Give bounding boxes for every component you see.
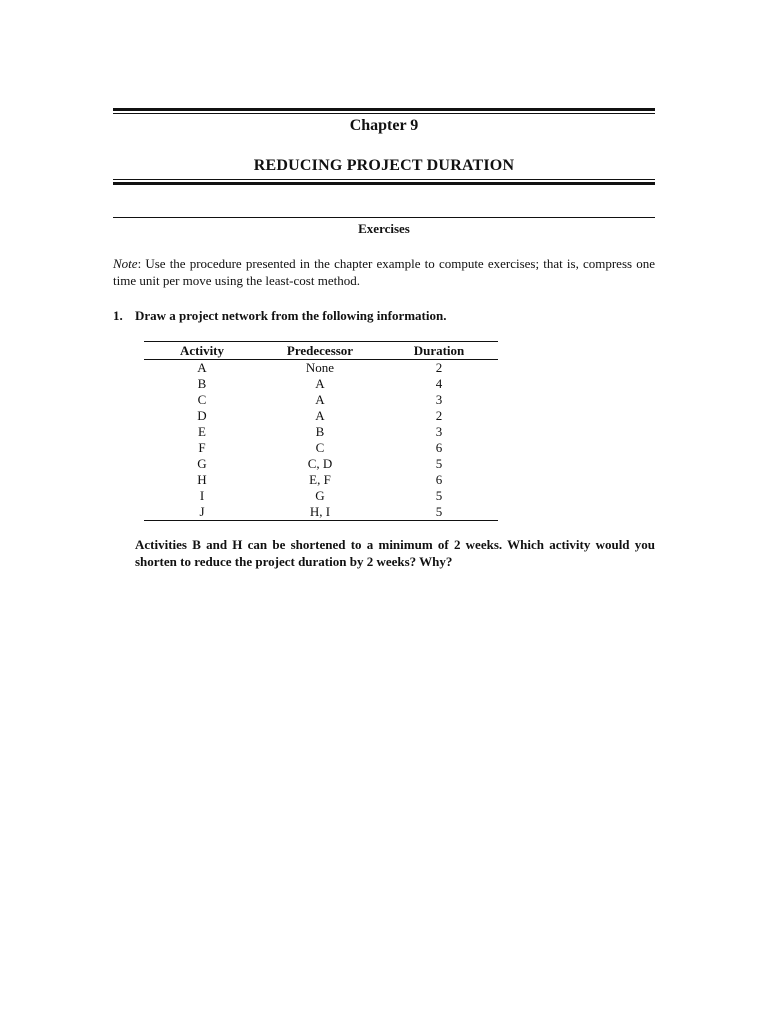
cell-duration: 3 xyxy=(435,424,443,439)
header-duration: Duration xyxy=(380,342,498,360)
cell-activity: G xyxy=(197,456,207,471)
activity-table xyxy=(144,341,498,521)
cell-predecessor: E, F xyxy=(309,472,331,487)
cell-predecessor: A xyxy=(315,376,325,391)
header-activity: Activity xyxy=(144,342,260,360)
cell-activity: H xyxy=(197,472,207,487)
top-rule-thick xyxy=(113,108,655,111)
cell-activity: I xyxy=(199,488,205,503)
cell-duration: 2 xyxy=(435,360,443,375)
cell-activity: B xyxy=(197,376,207,391)
header-predecessor: Predecessor xyxy=(260,342,380,360)
table-row xyxy=(144,376,498,392)
table-row xyxy=(144,424,498,440)
table-row xyxy=(144,392,498,408)
table-row xyxy=(144,504,498,521)
cell-duration: 5 xyxy=(435,456,443,471)
cell-predecessor: A xyxy=(315,392,325,407)
table-row xyxy=(144,360,498,377)
cell-activity: C xyxy=(197,392,207,407)
table-row xyxy=(144,408,498,424)
table-row xyxy=(144,472,498,488)
cell-predecessor: None xyxy=(305,360,335,375)
cell-predecessor: C xyxy=(315,440,325,455)
cell-duration: 6 xyxy=(435,440,443,455)
followup-question: Activities B and H can be shortened to a minimum of 2 weeks. Which activity would you shorten to reduce the project duration by 2 weeks? Why? xyxy=(135,537,655,569)
exercises-rule xyxy=(113,217,655,218)
chapter-number: Chapter 9 xyxy=(349,117,419,134)
note-text: : Use the procedure presented in the chapter example to compute exercises; that is, compress one time unit per move using the least-cost method. xyxy=(113,256,655,288)
question-prompt: Draw a project network from the following information. xyxy=(135,308,447,323)
cell-predecessor: C, D xyxy=(307,456,333,471)
note-paragraph xyxy=(113,255,655,289)
table-header-row xyxy=(144,342,498,360)
title-rule-thick xyxy=(113,182,655,185)
cell-activity: A xyxy=(197,360,207,375)
question-1 xyxy=(113,307,655,324)
title-rule-thin xyxy=(113,179,655,180)
cell-predecessor: A xyxy=(315,408,325,423)
exercises-heading: Exercises xyxy=(358,221,410,236)
question-number: 1. xyxy=(113,308,123,323)
cell-duration: 5 xyxy=(380,504,498,521)
cell-activity: E xyxy=(198,424,206,439)
cell-activity: J xyxy=(144,504,260,521)
cell-activity: D xyxy=(197,408,207,423)
note-label: Note xyxy=(113,256,138,271)
table-row xyxy=(144,440,498,456)
cell-activity: F xyxy=(198,440,206,455)
cell-duration: 4 xyxy=(435,376,443,391)
cell-duration: 2 xyxy=(435,408,443,423)
top-rule-thin xyxy=(113,113,655,114)
cell-predecessor: B xyxy=(315,424,325,439)
table-row xyxy=(144,456,498,472)
cell-duration: 6 xyxy=(435,472,443,487)
cell-duration: 3 xyxy=(435,392,443,407)
cell-duration: 5 xyxy=(435,488,443,503)
cell-predecessor: H, I xyxy=(260,504,380,521)
cell-predecessor: G xyxy=(315,488,325,503)
chapter-title: REDUCING PROJECT DURATION xyxy=(253,157,515,174)
table-row xyxy=(144,488,498,504)
